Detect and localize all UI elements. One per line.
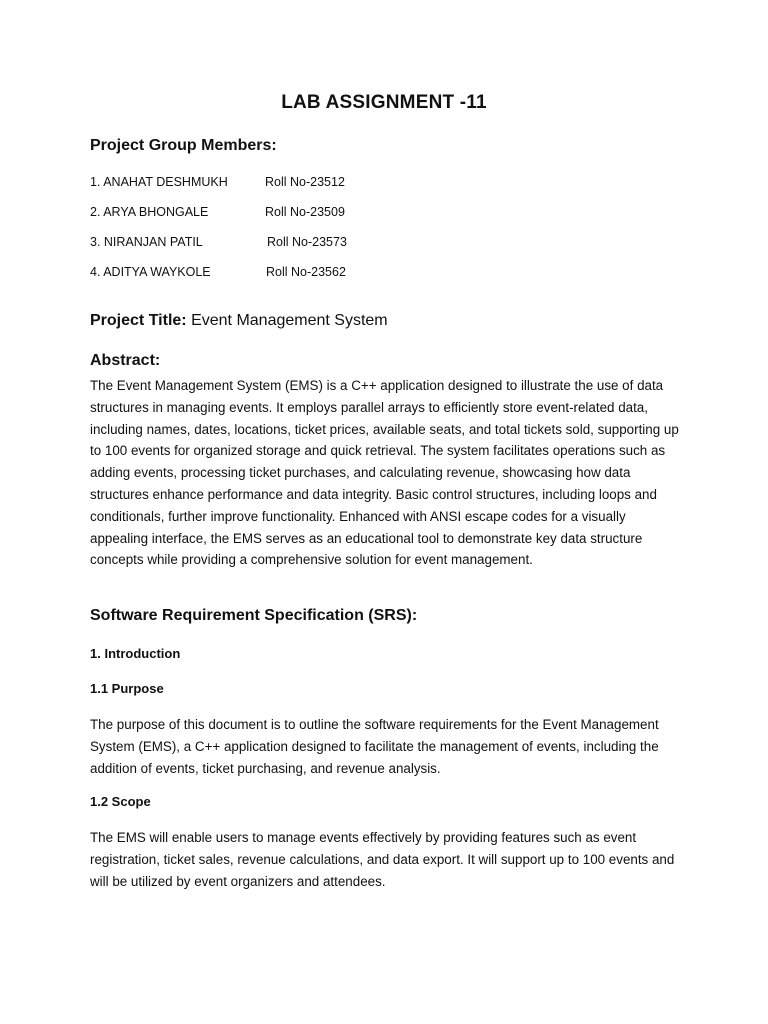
member-roll: Roll No-23562	[266, 265, 346, 279]
scope-paragraph: The EMS will enable users to manage events effectively by providing features such as event registration, ticket sales, revenue calculations, and data export. It will support up to 100 events and will be utilized by event organizers and attendees.	[90, 830, 675, 889]
project-title-label: Project Title:	[90, 312, 187, 329]
project-title	[90, 312, 388, 330]
member-name: 1. ANAHAT DESHMUKH	[90, 175, 228, 189]
member-name: 3. NIRANJAN PATIL	[90, 235, 203, 249]
purpose-heading: 1.1 Purpose	[90, 681, 164, 696]
srs-heading: Software Requirement Specification (SRS):	[90, 607, 418, 624]
project-title-value: Event Management System	[191, 312, 388, 329]
member-row-3	[90, 235, 347, 249]
page-title: LAB ASSIGNMENT -11	[281, 92, 487, 113]
abstract-heading: Abstract:	[90, 352, 161, 369]
abstract-paragraph: The Event Management System (EMS) is a C++ application designed to illustrate the use of data structures in managing events. It employs parallel arrays to efficiently store event-related data, including names, dates, locations, ticket prices, available seats, and total tickets sold, supporting up to 100 events for organized storage and quick retrieval. The system facilitates operations such as adding events, processing ticket purchases, and calculating revenue, showcasing how data structures enhance performance and data integrity. Basic control structures, including loops and conditionals, further improve functionality. Enhanced with ANSI escape codes for a visually appealing interface, the EMS serves as an educational tool to demonstrate key data structure concepts while providing a comprehensive solution for event management.	[90, 378, 679, 568]
member-roll: Roll No-23509	[265, 205, 345, 219]
member-row-1	[90, 175, 345, 189]
member-name: 4. ADITYA WAYKOLE	[90, 265, 211, 279]
member-roll: Roll No-23512	[265, 175, 345, 189]
members-heading: Project Group Members:	[90, 137, 277, 154]
member-row-4	[90, 265, 346, 279]
purpose-paragraph: The purpose of this document is to outline the software requirements for the Event Management System (EMS), a C++ application designed to facilitate the management of events, including the addition of events, ticket purchasing, and revenue analysis.	[90, 717, 659, 776]
member-name: 2. ARYA BHONGALE	[90, 205, 209, 219]
member-row-2	[90, 205, 345, 219]
introduction-heading: 1. Introduction	[90, 646, 181, 661]
member-roll: Roll No-23573	[267, 235, 347, 249]
scope-heading: 1.2 Scope	[90, 794, 151, 809]
